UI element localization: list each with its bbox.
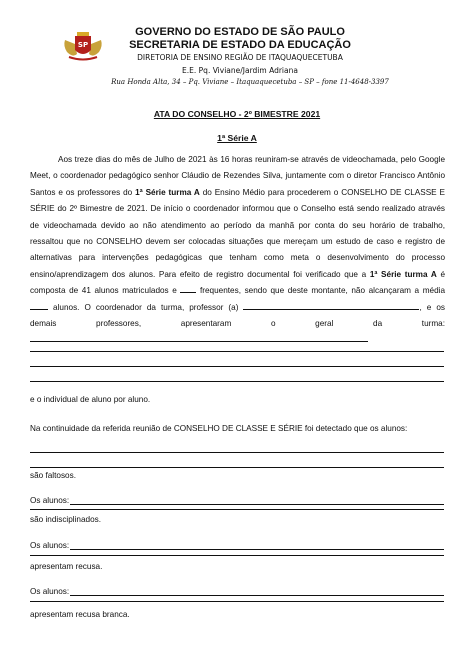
absent-label: são faltosos. — [30, 471, 76, 480]
paragraph-text-6: , e os demais professores, apresentaram o geral da turma: — [30, 302, 445, 329]
header-directorate: DIRETORIA DE ENSINO REGIÃO DE ITAQUAQUECETUBA — [137, 53, 343, 62]
students-blank-1[interactable] — [70, 496, 444, 505]
students-label-3: Os alunos: — [30, 587, 70, 596]
students-line-2 — [30, 541, 444, 550]
write-line[interactable] — [30, 351, 444, 352]
paragraph-text-1: Aos treze dias do mês de Julho de 2021 às 16 horas reuniram-se através de videochamada, pelo Google Meet, o coordenador pedagógico senhor Cláudio de Rezendes Silva, juntamente com o diretor Francisco Antônio Santos e os professores do — [30, 155, 445, 197]
write-line[interactable] — [30, 601, 444, 602]
class-subtitle: 1ª Série A — [217, 133, 257, 143]
header-government: GOVERNO DO ESTADO DE SÃO PAULO — [135, 26, 345, 38]
blank-refusal-label: apresentam recusa branca. — [30, 610, 130, 619]
paragraph-text-5: alunos. O coordenador da turma, professor (a) — [48, 302, 244, 312]
write-line[interactable] — [30, 555, 444, 556]
class-name-bold-1: 1ª Série turma A — [135, 187, 200, 197]
students-line-3 — [30, 587, 444, 596]
paragraph-text-4: frequentes, sendo que deste montante, não alcançaram a média — [196, 286, 445, 296]
header-school: E.E. Pq. Viviane/Jardim Adriana — [182, 66, 298, 75]
write-line[interactable] — [30, 366, 444, 367]
write-line[interactable] — [30, 509, 444, 510]
write-line[interactable] — [30, 452, 444, 453]
students-label-2: Os alunos: — [30, 541, 70, 550]
header-secretariat: SECRETARIA DE ESTADO DA EDUCAÇÃO — [129, 39, 351, 51]
write-line[interactable] — [30, 467, 444, 468]
document-title: ATA DO CONSELHO - 2º BIMESTRE 2021 — [153, 109, 321, 119]
coordinator-name-blank[interactable] — [243, 300, 419, 310]
below-average-count-blank[interactable] — [30, 300, 48, 310]
class-name-bold-2: 1ª Série turma A — [369, 269, 437, 279]
write-line[interactable] — [30, 381, 444, 382]
students-line-1 — [30, 496, 444, 505]
minutes-paragraph — [30, 152, 445, 349]
students-label-1: Os alunos: — [30, 496, 70, 505]
paragraph-text-3: é composta de 41 alunos matriculados e — [30, 269, 445, 296]
paragraph-text-2: do Ensino Médio para procederem o CONSELHO DE CLASSE E SÉRIE do 2º Bimestre de 2021. De início o coordenador informou que o Conselho está sendo realizado através de videochamada devido ao não atendimento ao período da manhã por conta do seu horário de trabalho, ressaltou que no CONSELHO devem ser colocadas situações que mereçam um estudo de caso e registro de alternativas para intervenções pedagógicas que tenham como meta o desenvolvimento do processo ensino/aprendizagem dos alunos. Para efeito de registro documental foi verificado que a — [30, 187, 446, 279]
svg-text:SP: SP — [77, 41, 89, 49]
frequent-count-blank[interactable] — [180, 283, 196, 293]
section-intro: Na continuidade da referida reunião de CONSELHO DE CLASSE E SÉRIE foi detectado que os alunos: — [30, 424, 408, 433]
students-blank-2[interactable] — [70, 541, 444, 550]
refusal-label: apresentam recusa. — [30, 562, 103, 571]
undisciplined-label: são indisciplinados. — [30, 515, 102, 524]
individual-text: e o individual de aluno por aluno. — [30, 395, 151, 404]
class-general-blank[interactable] — [30, 332, 368, 342]
header-address: Rua Honda Alta, 34 – Pq. Viviane – Itaquaquecetuba – SP – fone 11-4648-3397 — [111, 78, 389, 86]
students-blank-3[interactable] — [70, 587, 444, 596]
